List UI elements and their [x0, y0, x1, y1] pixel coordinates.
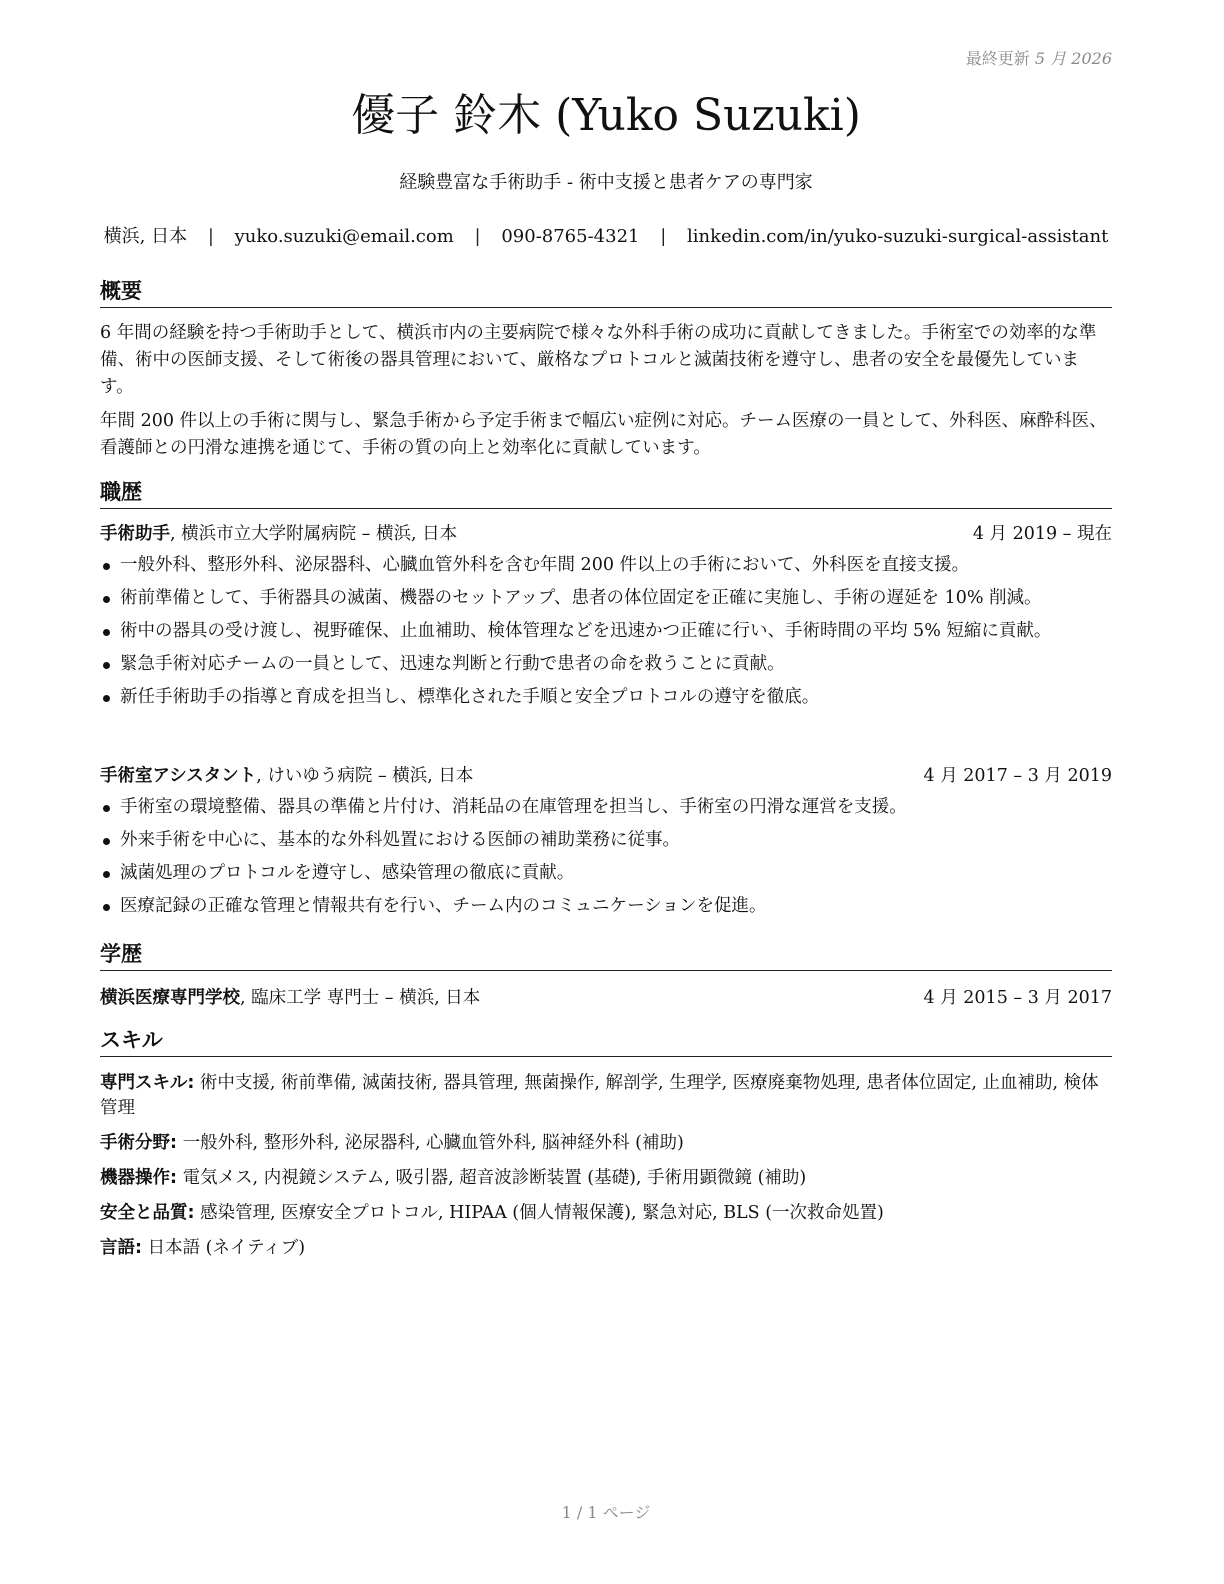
last-updated-label: 最終更新 [965, 49, 1030, 68]
job-bullets [100, 553, 1112, 718]
skill-value: 術中支援, 術前準備, 滅菌技術, 器具管理, 無菌操作, 解剖学, 生理学, 医療廃棄物処理, 患者体位固定, 止血補助, 検体管理 [100, 1073, 1099, 1118]
skill-label: 安全と品質: [100, 1203, 195, 1223]
contact-phone[interactable]: 090-8765-4321 [501, 226, 640, 247]
skills-heading: スキル [100, 1026, 1112, 1057]
contact-separator: | [474, 226, 481, 247]
page-number: 1 / 1 ページ [561, 1503, 651, 1522]
contact-line [100, 224, 1112, 250]
skill-value: 電気メス, 内視鏡システム, 吸引器, 超音波診断装置 (基礎), 手術用顕微鏡 (補助) [177, 1168, 807, 1188]
list-item: 術中の器具の受け渡し、視野確保、止血補助、検体管理などを迅速かつ正確に行い、手術時間の平均 5% 短縮に貢献。 [100, 619, 1112, 644]
skill-value: 感染管理, 医療安全プロトコル, HIPAA (個人情報保護), 緊急対応, BLS (一次救命処置) [194, 1203, 884, 1223]
list-item: 術前準備として、手術器具の滅菌、機器のセットアップ、患者の体位固定を正確に実施し、手術の遅延を 10% 削減。 [100, 586, 1112, 611]
skill-label: 言語: [100, 1238, 142, 1258]
education-entry [100, 984, 1112, 1012]
experience-heading: 職歴 [100, 478, 1112, 509]
contact-location: 横浜, 日本 [103, 226, 188, 247]
skill-label: 専門スキル: [100, 1073, 195, 1093]
tagline: 経験豊富な手術助手 - 術中支援と患者ケアの専門家 [399, 172, 813, 193]
contact-separator: | [660, 226, 667, 247]
job-title: 手術室アシスタント [100, 766, 257, 786]
contact-linkedin[interactable]: linkedin.com/in/yuko-suzuki-surgical-assistant [687, 226, 1109, 247]
school-name: 横浜医療専門学校 [100, 988, 240, 1008]
education-heading: 学歴 [100, 940, 1112, 971]
skill-value: 日本語 (ネイティブ) [142, 1238, 306, 1258]
summary-paragraph: 年間 200 件以上の手術に関与し、緊急手術から予定手術まで幅広い症例に対応。チーム医療の一員として、外科医、麻酔科医、看護師との円滑な連携を通じて、手術の質の向上と効率化に貢献しています。 [100, 411, 1107, 458]
job-title: 手術助手 [100, 524, 170, 544]
last-updated-month: 5 月 [1034, 49, 1067, 68]
job-org: , 横浜市立大学附属病院 – 横浜, 日本 [170, 524, 458, 544]
summary-heading: 概要 [100, 277, 1112, 308]
list-item: 新任手術助手の指導と育成を担当し、標準化された手順と安全プロトコルの遵守を徹底。 [100, 685, 1112, 710]
list-item: 医療記録の正確な管理と情報共有を行い、チーム内のコミュニケーションを促進。 [100, 894, 1112, 919]
skill-row [100, 1236, 1112, 1261]
skill-label: 機器操作: [100, 1168, 177, 1188]
last-updated [966, 46, 1112, 69]
list-item: 緊急手術対応チームの一員として、迅速な判断と行動で患者の命を救うことに貢献。 [100, 652, 1112, 677]
last-updated-year: 2026 [1071, 49, 1112, 68]
candidate-name: 優子 鈴木 (Yuko Suzuki) [351, 90, 861, 141]
job-header [100, 520, 1112, 548]
contact-email[interactable]: yuko.suzuki@email.com [234, 226, 454, 247]
skill-row [100, 1071, 1112, 1121]
job-dates: 4 月 2019 – 現在 [972, 524, 1112, 544]
education-detail: , 臨床工学 専門士 – 横浜, 日本 [240, 988, 481, 1008]
education-dates: 4 月 2015 – 3 月 2017 [923, 988, 1112, 1008]
job-header [100, 762, 1112, 790]
skill-row [100, 1166, 1112, 1191]
summary-paragraph: 6 年間の経験を持つ手術助手として、横浜市内の主要病院で様々な外科手術の成功に貢献してきました。手術室での効率的な準備、術中の医師支援、そして術後の器具管理において、厳格なプロトコルと滅菌技術を遵守し、患者の安全を最優先しています。 [100, 323, 1097, 397]
skill-label: 手術分野: [100, 1133, 177, 1153]
skill-row [100, 1131, 1112, 1156]
skills-list [100, 1071, 1112, 1271]
skill-value: 一般外科, 整形外科, 泌尿器科, 心臓血管外科, 脳神経外科 (補助) [177, 1133, 684, 1153]
list-item: 外来手術を中心に、基本的な外科処置における医師の補助業務に従事。 [100, 828, 1112, 853]
skill-row [100, 1201, 1112, 1226]
job-bullets [100, 795, 1112, 927]
list-item: 手術室の環境整備、器具の準備と片付け、消耗品の在庫管理を担当し、手術室の円滑な運営を支援。 [100, 795, 1112, 820]
job-org: , けいゆう病院 – 横浜, 日本 [256, 766, 474, 786]
contact-separator: | [207, 226, 214, 247]
list-item: 滅菌処理のプロトコルを遵守し、感染管理の徹底に貢献。 [100, 861, 1112, 886]
job-dates: 4 月 2017 – 3 月 2019 [923, 766, 1112, 786]
resume-page [100, 0, 1112, 1584]
list-item: 一般外科、整形外科、泌尿器科、心臓血管外科を含む年間 200 件以上の手術において、外科医を直接支援。 [100, 553, 1112, 578]
